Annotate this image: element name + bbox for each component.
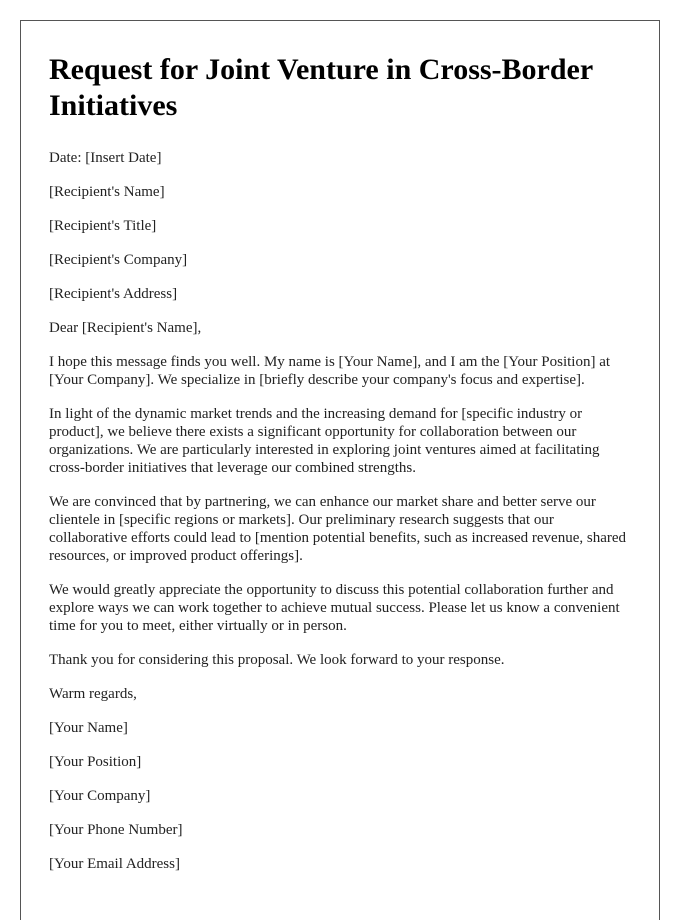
signature-position: [Your Position] (49, 754, 142, 770)
body-paragraph-opportunity: In light of the dynamic market trends and the increasing demand for [specific industry or product], we believe there exists a significant opportunity for collaboration between our organizations. We are particularly interested in exploring joint ventures aimed at facilitating cross-border initiatives that leverage our combined strengths. (49, 406, 600, 476)
recipient-name-line: [Recipient's Name] (49, 184, 165, 200)
signature-email: [Your Email Address] (49, 856, 180, 872)
body-paragraph-thanks: Thank you for considering this proposal. We look forward to your response. (49, 652, 505, 668)
salutation: Dear [Recipient's Name], (49, 320, 202, 336)
signature-phone: [Your Phone Number] (49, 822, 183, 838)
letter-title: Request for Joint Venture in Cross-Border Initiatives (49, 53, 593, 122)
signature-name: [Your Name] (49, 720, 128, 736)
letter-page (20, 20, 660, 920)
body-paragraph-intro: I hope this message finds you well. My name is [Your Name], and I am the [Your Position] at [Your Company]. We specialize in [briefly describe your company's focus and expertise]. (49, 354, 611, 388)
recipient-title-line: [Recipient's Title] (49, 218, 157, 234)
recipient-company-line: [Recipient's Company] (49, 252, 188, 268)
body-paragraph-benefits: We are convinced that by partnering, we can enhance our market share and better serve our clientele in [specific regions or markets]. Our preliminary research suggests that our collaborative efforts could lead to [mention potential benefits, such as increased revenue, shared resources, or improved product offerings]. (49, 494, 627, 564)
recipient-address-line: [Recipient's Address] (49, 286, 178, 302)
closing: Warm regards, (49, 686, 137, 702)
signature-company: [Your Company] (49, 788, 151, 804)
date-line: Date: [Insert Date] (49, 150, 162, 166)
body-paragraph-request: We would greatly appreciate the opportunity to discuss this potential collaboration further and explore ways we can work together to achieve mutual success. Please let us know a convenient time for you to meet, either virtually or in person. (49, 582, 620, 634)
